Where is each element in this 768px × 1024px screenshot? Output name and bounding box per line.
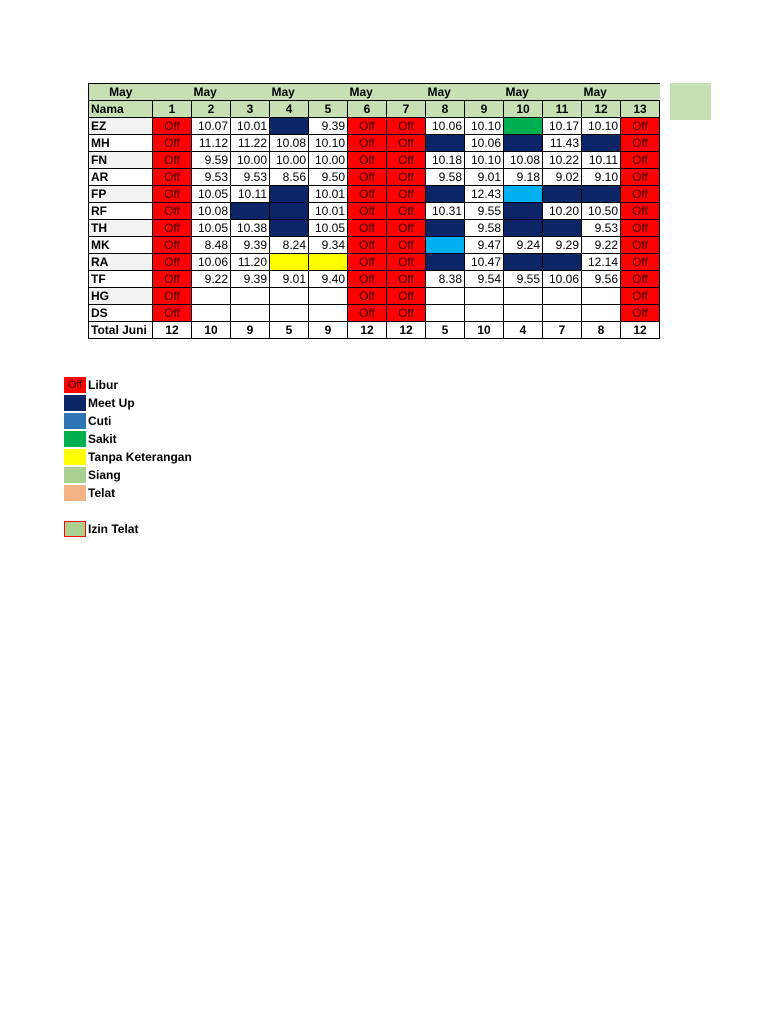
total-value[interactable]: 12 xyxy=(153,322,192,339)
attendance-cell[interactable]: 9.22 xyxy=(582,237,621,254)
legend-swatch xyxy=(64,413,86,429)
legend-label: Siang xyxy=(88,468,121,482)
attendance-cell[interactable]: Off xyxy=(348,254,387,271)
attendance-cell[interactable] xyxy=(231,305,270,322)
attendance-cell[interactable] xyxy=(504,220,543,237)
attendance-cell[interactable]: 10.01 xyxy=(309,186,348,203)
attendance-cell[interactable]: Off xyxy=(348,305,387,322)
attendance-cell[interactable]: Off xyxy=(153,237,192,254)
attendance-cell[interactable]: Off xyxy=(387,237,426,254)
total-value[interactable]: 10 xyxy=(192,322,231,339)
legend-item xyxy=(64,430,192,448)
attendance-cell[interactable]: 9.54 xyxy=(465,271,504,288)
attendance-cell[interactable]: 10.22 xyxy=(543,152,582,169)
table-row xyxy=(89,220,660,237)
attendance-cell[interactable]: 9.24 xyxy=(504,237,543,254)
month-label[interactable]: May xyxy=(89,84,153,101)
attendance-cell[interactable]: 9.47 xyxy=(465,237,504,254)
attendance-cell[interactable]: 10.31 xyxy=(426,203,465,220)
attendance-cell[interactable]: 10.10 xyxy=(465,152,504,169)
attendance-cell[interactable]: Off xyxy=(153,203,192,220)
attendance-cell[interactable]: Off xyxy=(153,271,192,288)
attendance-cell[interactable] xyxy=(582,186,621,203)
day-header-7[interactable]: 7 xyxy=(387,101,426,118)
attendance-cell[interactable]: 9.29 xyxy=(543,237,582,254)
attendance-cell[interactable]: Off xyxy=(153,169,192,186)
table-row xyxy=(89,271,660,288)
attendance-cell[interactable]: Off xyxy=(621,271,660,288)
total-label[interactable]: Total Juni xyxy=(89,322,153,339)
month-label[interactable]: May xyxy=(192,84,231,101)
attendance-cell[interactable]: 9.39 xyxy=(309,118,348,135)
attendance-cell[interactable]: Off xyxy=(153,220,192,237)
attendance-cell[interactable]: 10.06 xyxy=(465,135,504,152)
legend-swatch xyxy=(64,431,86,447)
attendance-cell[interactable] xyxy=(231,288,270,305)
attendance-cell[interactable] xyxy=(309,305,348,322)
attendance-cell[interactable]: Off xyxy=(153,305,192,322)
month-label[interactable] xyxy=(231,84,270,101)
attendance-cell[interactable]: 9.50 xyxy=(309,169,348,186)
day-header-9[interactable]: 9 xyxy=(465,101,504,118)
total-value[interactable]: 12 xyxy=(348,322,387,339)
legend-label: Izin Telat xyxy=(88,522,139,536)
employee-name[interactable]: FP xyxy=(89,186,153,203)
legend-label: Sakit xyxy=(88,432,117,446)
attendance-cell[interactable] xyxy=(426,186,465,203)
attendance-cell[interactable]: 10.50 xyxy=(582,203,621,220)
legend-label: Meet Up xyxy=(88,396,135,410)
attendance-cell[interactable] xyxy=(543,254,582,271)
day-header-5[interactable]: 5 xyxy=(309,101,348,118)
legend-spacer xyxy=(64,502,192,520)
table-row xyxy=(89,237,660,254)
attendance-cell[interactable]: 9.02 xyxy=(543,169,582,186)
total-value[interactable]: 12 xyxy=(387,322,426,339)
legend-swatch xyxy=(64,485,86,501)
total-value[interactable]: 9 xyxy=(231,322,270,339)
attendance-cell[interactable] xyxy=(426,288,465,305)
legend-item xyxy=(64,520,192,538)
attendance-cell[interactable] xyxy=(309,254,348,271)
attendance-cell[interactable]: Off xyxy=(621,169,660,186)
attendance-cell[interactable]: Off xyxy=(153,118,192,135)
attendance-cell[interactable]: 12.43 xyxy=(465,186,504,203)
attendance-cell[interactable] xyxy=(270,288,309,305)
attendance-cell[interactable] xyxy=(465,305,504,322)
attendance-cell[interactable]: Off xyxy=(621,135,660,152)
attendance-table xyxy=(88,83,660,339)
month-label[interactable] xyxy=(621,84,660,101)
header-row xyxy=(89,101,660,118)
attendance-cell[interactable]: Off xyxy=(348,118,387,135)
attendance-cell[interactable]: 10.08 xyxy=(270,135,309,152)
month-label[interactable] xyxy=(309,84,348,101)
legend-label: Telat xyxy=(88,486,116,500)
employee-name[interactable]: DS xyxy=(89,305,153,322)
name-column-header[interactable]: Nama xyxy=(89,101,153,118)
attendance-cell[interactable]: Off xyxy=(621,186,660,203)
attendance-cell[interactable]: Off xyxy=(348,169,387,186)
attendance-cell[interactable] xyxy=(465,288,504,305)
attendance-cell[interactable]: Off xyxy=(621,118,660,135)
attendance-cell[interactable]: Off xyxy=(348,237,387,254)
total-value[interactable]: 12 xyxy=(621,322,660,339)
attendance-cell[interactable]: 10.10 xyxy=(309,135,348,152)
month-label[interactable] xyxy=(465,84,504,101)
attendance-cell[interactable]: Off xyxy=(348,271,387,288)
month-label[interactable] xyxy=(153,84,192,101)
attendance-cell[interactable] xyxy=(582,288,621,305)
legend-swatch xyxy=(64,521,86,537)
month-row xyxy=(89,84,660,101)
employee-name[interactable]: EZ xyxy=(89,118,153,135)
attendance-cell[interactable] xyxy=(270,118,309,135)
attendance-cell[interactable]: Off xyxy=(621,237,660,254)
attendance-cell[interactable]: 9.39 xyxy=(231,237,270,254)
attendance-cell[interactable] xyxy=(426,254,465,271)
table-row xyxy=(89,254,660,271)
day-header-13[interactable]: 13 xyxy=(621,101,660,118)
employee-name[interactable]: AR xyxy=(89,169,153,186)
attendance-cell[interactable] xyxy=(270,254,309,271)
attendance-cell[interactable]: Off xyxy=(621,254,660,271)
employee-name[interactable]: TF xyxy=(89,271,153,288)
attendance-cell[interactable]: 8.24 xyxy=(270,237,309,254)
legend-item xyxy=(64,484,192,502)
attendance-cell[interactable] xyxy=(192,305,231,322)
attendance-cell[interactable]: 10.06 xyxy=(192,254,231,271)
attendance-cell[interactable]: 9.18 xyxy=(504,169,543,186)
attendance-cell[interactable]: 10.38 xyxy=(231,220,270,237)
attendance-cell[interactable]: Off xyxy=(153,288,192,305)
legend-swatch: Off xyxy=(64,377,86,393)
table-row xyxy=(89,118,660,135)
day-header-4[interactable]: 4 xyxy=(270,101,309,118)
attendance-cell[interactable]: 11.12 xyxy=(192,135,231,152)
total-row xyxy=(89,322,660,339)
attendance-cell[interactable] xyxy=(309,288,348,305)
attendance-cell[interactable]: 10.06 xyxy=(543,271,582,288)
attendance-cell[interactable]: Off xyxy=(621,152,660,169)
attendance-cell[interactable]: 9.53 xyxy=(192,169,231,186)
employee-name[interactable]: HG xyxy=(89,288,153,305)
attendance-cell[interactable]: Off xyxy=(387,254,426,271)
attendance-cell[interactable]: 9.58 xyxy=(465,220,504,237)
table-row xyxy=(89,152,660,169)
attendance-cell[interactable]: Off xyxy=(387,135,426,152)
attendance-cell[interactable]: Off xyxy=(348,152,387,169)
table-row xyxy=(89,288,660,305)
attendance-cell[interactable] xyxy=(543,220,582,237)
attendance-cell[interactable]: 9.01 xyxy=(465,169,504,186)
attendance-cell[interactable]: Off xyxy=(621,305,660,322)
attendance-cell[interactable]: 9.55 xyxy=(465,203,504,220)
legend-item xyxy=(64,394,192,412)
attendance-cell[interactable]: Off xyxy=(387,118,426,135)
attendance-cell[interactable]: 11.43 xyxy=(543,135,582,152)
attendance-cell[interactable]: 9.56 xyxy=(582,271,621,288)
attendance-cell[interactable]: Off xyxy=(387,186,426,203)
attendance-cell[interactable] xyxy=(270,186,309,203)
attendance-cell[interactable]: 9.10 xyxy=(582,169,621,186)
total-value[interactable]: 9 xyxy=(309,322,348,339)
attendance-cell[interactable] xyxy=(504,305,543,322)
attendance-cell[interactable]: Off xyxy=(387,305,426,322)
day-header-6[interactable]: 6 xyxy=(348,101,387,118)
attendance-cell[interactable] xyxy=(270,220,309,237)
total-value[interactable]: 5 xyxy=(426,322,465,339)
employee-name[interactable]: FN xyxy=(89,152,153,169)
attendance-cell[interactable]: 10.10 xyxy=(465,118,504,135)
day-header-2[interactable]: 2 xyxy=(192,101,231,118)
month-label[interactable]: May xyxy=(426,84,465,101)
attendance-cell[interactable]: 9.55 xyxy=(504,271,543,288)
attendance-cell[interactable]: 10.11 xyxy=(231,186,270,203)
attendance-cell[interactable]: 10.10 xyxy=(582,118,621,135)
total-value[interactable]: 4 xyxy=(504,322,543,339)
attendance-cell[interactable]: Off xyxy=(387,220,426,237)
attendance-cell[interactable]: 10.05 xyxy=(192,186,231,203)
attendance-cell[interactable]: 9.34 xyxy=(309,237,348,254)
attendance-cell[interactable]: 10.08 xyxy=(192,203,231,220)
attendance-cell[interactable] xyxy=(504,135,543,152)
attendance-cell[interactable]: Off xyxy=(348,135,387,152)
attendance-cell[interactable]: 10.00 xyxy=(231,152,270,169)
total-value[interactable]: 10 xyxy=(465,322,504,339)
legend-item xyxy=(64,412,192,430)
total-value[interactable]: 7 xyxy=(543,322,582,339)
attendance-cell[interactable]: 11.22 xyxy=(231,135,270,152)
day-header-12[interactable]: 12 xyxy=(582,101,621,118)
employee-name[interactable]: MH xyxy=(89,135,153,152)
attendance-cell[interactable]: 9.39 xyxy=(231,271,270,288)
table-row xyxy=(89,203,660,220)
attendance-cell[interactable] xyxy=(504,186,543,203)
table-row xyxy=(89,305,660,322)
attendance-cell[interactable]: Off xyxy=(153,152,192,169)
attendance-cell[interactable] xyxy=(504,118,543,135)
month-label[interactable]: May xyxy=(582,84,621,101)
attendance-cell[interactable]: 11.20 xyxy=(231,254,270,271)
attendance-cell[interactable]: 9.01 xyxy=(270,271,309,288)
attendance-cell[interactable] xyxy=(426,135,465,152)
legend-item xyxy=(64,448,192,466)
attendance-cell[interactable] xyxy=(582,305,621,322)
month-label[interactable]: May xyxy=(504,84,543,101)
attendance-cell[interactable]: 10.01 xyxy=(231,118,270,135)
attendance-cell[interactable]: Off xyxy=(621,220,660,237)
attendance-cell[interactable]: Off xyxy=(348,288,387,305)
legend-label: Tanpa Keterangan xyxy=(88,450,192,464)
attendance-cell[interactable]: 10.47 xyxy=(465,254,504,271)
attendance-cell[interactable]: 10.08 xyxy=(504,152,543,169)
attendance-cell[interactable] xyxy=(504,254,543,271)
legend-swatch xyxy=(64,449,86,465)
attendance-cell[interactable]: Off xyxy=(348,203,387,220)
attendance-cell[interactable]: Off xyxy=(387,169,426,186)
attendance-cell[interactable]: 8.38 xyxy=(426,271,465,288)
attendance-cell[interactable]: Off xyxy=(153,254,192,271)
legend-swatch xyxy=(64,395,86,411)
attendance-cell[interactable]: 10.07 xyxy=(192,118,231,135)
attendance-cell[interactable]: Off xyxy=(153,186,192,203)
attendance-sheet xyxy=(88,83,660,339)
attendance-cell[interactable]: Off xyxy=(387,203,426,220)
employee-name[interactable]: RF xyxy=(89,203,153,220)
attendance-cell[interactable] xyxy=(504,203,543,220)
attendance-cell[interactable]: Off xyxy=(621,288,660,305)
attendance-cell[interactable]: 10.00 xyxy=(270,152,309,169)
attendance-cell[interactable] xyxy=(231,203,270,220)
attendance-cell[interactable] xyxy=(192,288,231,305)
attendance-cell[interactable]: 9.53 xyxy=(582,220,621,237)
legend-swatch xyxy=(64,467,86,483)
total-value[interactable]: 5 xyxy=(270,322,309,339)
month-header-extension xyxy=(670,83,711,120)
attendance-cell[interactable]: Off xyxy=(387,271,426,288)
attendance-cell[interactable] xyxy=(582,135,621,152)
attendance-cell[interactable]: 10.01 xyxy=(309,203,348,220)
table-row xyxy=(89,135,660,152)
day-header-10[interactable]: 10 xyxy=(504,101,543,118)
attendance-cell[interactable]: Off xyxy=(348,220,387,237)
day-header-8[interactable]: 8 xyxy=(426,101,465,118)
attendance-cell[interactable]: Off xyxy=(387,288,426,305)
legend-label: Libur xyxy=(88,378,118,392)
table-row xyxy=(89,186,660,203)
attendance-cell[interactable]: Off xyxy=(153,135,192,152)
attendance-cell[interactable] xyxy=(270,203,309,220)
attendance-cell[interactable] xyxy=(543,288,582,305)
attendance-cell[interactable]: 12.14 xyxy=(582,254,621,271)
legend-item xyxy=(64,376,192,394)
attendance-cell[interactable] xyxy=(543,305,582,322)
legend-label: Cuti xyxy=(88,414,112,428)
attendance-cell[interactable]: Off xyxy=(387,152,426,169)
day-header-1[interactable]: 1 xyxy=(153,101,192,118)
attendance-cell[interactable] xyxy=(426,237,465,254)
employee-name[interactable]: TH xyxy=(89,220,153,237)
attendance-cell[interactable] xyxy=(270,305,309,322)
attendance-cell[interactable]: 9.22 xyxy=(192,271,231,288)
employee-name[interactable]: RA xyxy=(89,254,153,271)
attendance-cell[interactable]: 10.05 xyxy=(309,220,348,237)
month-label[interactable] xyxy=(543,84,582,101)
table-row xyxy=(89,169,660,186)
month-label[interactable]: May xyxy=(348,84,387,101)
day-header-11[interactable]: 11 xyxy=(543,101,582,118)
total-value[interactable]: 8 xyxy=(582,322,621,339)
attendance-cell[interactable]: 10.11 xyxy=(582,152,621,169)
attendance-cell[interactable] xyxy=(543,186,582,203)
month-label[interactable]: May xyxy=(270,84,309,101)
attendance-cell[interactable]: 9.59 xyxy=(192,152,231,169)
attendance-cell[interactable]: 10.17 xyxy=(543,118,582,135)
attendance-cell[interactable]: 9.40 xyxy=(309,271,348,288)
legend-item xyxy=(64,466,192,484)
attendance-cell[interactable]: 8.48 xyxy=(192,237,231,254)
attendance-cell[interactable]: 8.56 xyxy=(270,169,309,186)
attendance-cell[interactable]: 10.05 xyxy=(192,220,231,237)
attendance-cell[interactable]: Off xyxy=(621,203,660,220)
attendance-cell[interactable]: Off xyxy=(348,186,387,203)
attendance-cell[interactable] xyxy=(504,288,543,305)
attendance-cell[interactable]: 10.20 xyxy=(543,203,582,220)
day-header-3[interactable]: 3 xyxy=(231,101,270,118)
attendance-cell[interactable]: 9.58 xyxy=(426,169,465,186)
attendance-cell[interactable]: 10.00 xyxy=(309,152,348,169)
legend xyxy=(64,376,192,538)
attendance-cell[interactable]: 9.53 xyxy=(231,169,270,186)
month-label[interactable] xyxy=(387,84,426,101)
employee-name[interactable]: MK xyxy=(89,237,153,254)
attendance-cell[interactable]: 10.18 xyxy=(426,152,465,169)
attendance-cell[interactable] xyxy=(426,220,465,237)
attendance-cell[interactable]: 10.06 xyxy=(426,118,465,135)
attendance-cell[interactable] xyxy=(426,305,465,322)
